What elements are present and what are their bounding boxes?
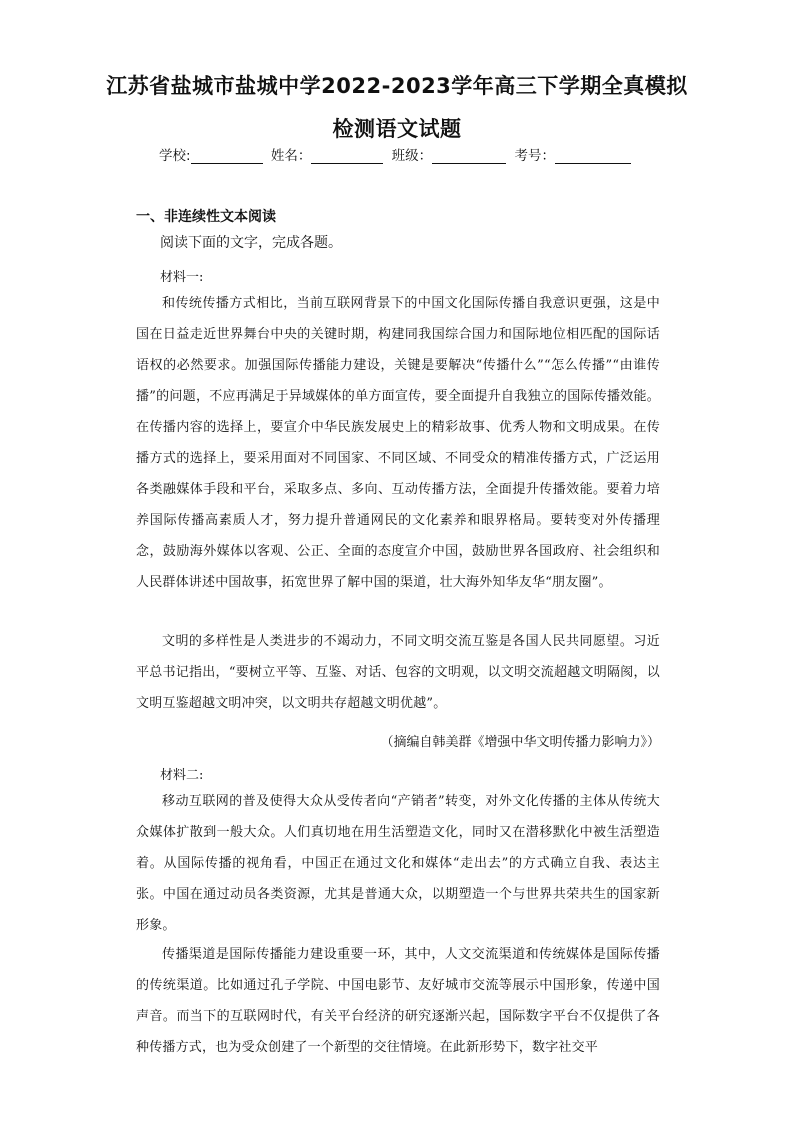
school-blank[interactable]	[191, 148, 263, 164]
name-field	[271, 144, 388, 164]
exam-title-line2: 检测语文试题	[332, 117, 462, 141]
material2-label: 材料二:	[160, 768, 204, 783]
class-label: 班级：	[391, 148, 433, 164]
class-field	[392, 144, 511, 164]
material1-paragraph-2: 文明的多样性是人类进步的不竭动力，不同文明交流互鉴是各国人民共同愿望。习近平总书记指出，“要树立平等、互鉴、对话、包容的文明观，以文明交流超越文明隔阂，以文明互鉴超越文明冲突，以文明共存超越文明优越”。	[136, 634, 660, 711]
exam-number-label: 考号：	[514, 148, 555, 164]
section-instruction: 阅读下面的文字，完成各题。	[160, 235, 342, 251]
section-heading: 一、非连续性文本阅读	[136, 209, 276, 225]
student-info-row	[0, 144, 794, 164]
material2-paragraph-1: 移动互联网的普及使得大众从受传者向“产销者”转变，对外文化传播的主体从传统大众媒体扩散到一般大众。人们真切地在用生活塑造文化，同时又在潜移默化中被生活塑造着。从国际传播的视角看，中国正在通过文化和媒体“走出去”的方式确立自我、表达主张。中国在通过动员各类资源，尤其是普通大众，以期塑造一个与世界共荣共生的国家新形象。	[136, 794, 660, 933]
class-blank[interactable]	[432, 148, 506, 164]
school-field	[159, 144, 267, 164]
school-label: 学校:	[159, 148, 191, 164]
material2-paragraph-2: 传播渠道是国际传播能力建设重要一环，其中，人文交流渠道和传统媒体是国际传播的传统渠道。比如通过孔子学院、中国电影节、友好城市交流等展示中国形象，传递中国声音。而当下的互联网时代，有关平台经济的研究逐渐兴起，国际数字平台不仅提供了各种传播方式，也为受众创建了一个新型的交往情境。在此新形势下，数字社交平	[136, 947, 660, 1055]
material1-label: 材料一:	[160, 270, 204, 285]
name-label: 姓名：	[270, 148, 312, 164]
exam-number-field	[514, 144, 635, 164]
name-blank[interactable]	[311, 148, 383, 164]
exam-title-line1: 江苏省盐城市盐城中学2022-2023学年高三下学期全真模拟	[106, 74, 688, 98]
exam-number-blank[interactable]	[555, 148, 631, 164]
material1-paragraph-1: 和传统传播方式相比，当前互联网背景下的中国文化国际传播自我意识更强，这是中国在日益走近世界舞台中央的关键时期，构建同我国综合国力和国际地位相匹配的国际话语权的必然要求。加强国际传播能力建设，关键是要解决“传播什么”“怎么传播”“由谁传播”的问题，不应再满足于异域媒体的单方面宣传，要全面提升自我独立的国际传播效能。在传播内容的选择上，要宣介中华民族发展史上的精彩故事、优秀人物和文明成果。在传播方式的选择上，要采用面对不同国家、不同区域、不同受众的精准传播方式，广泛运用各类融媒体手段和平台，采取多点、多向、互动传播方法，全面提升传播效能。要着力培养国际传播高素质人才，努力提升普通网民的文化素养和眼界格局。要转变对外传播理念，鼓励海外媒体以客观、公正、全面的态度宣介中国，鼓励世界各国政府、社会组织和人民群体讲述中国故事，拓宽世界了解中国的渠道，壮大海外知华友华“朋友圈”。	[136, 296, 660, 590]
material1-source: （摘编自韩美群《增强中华文明传播力影响力》）	[380, 735, 660, 750]
